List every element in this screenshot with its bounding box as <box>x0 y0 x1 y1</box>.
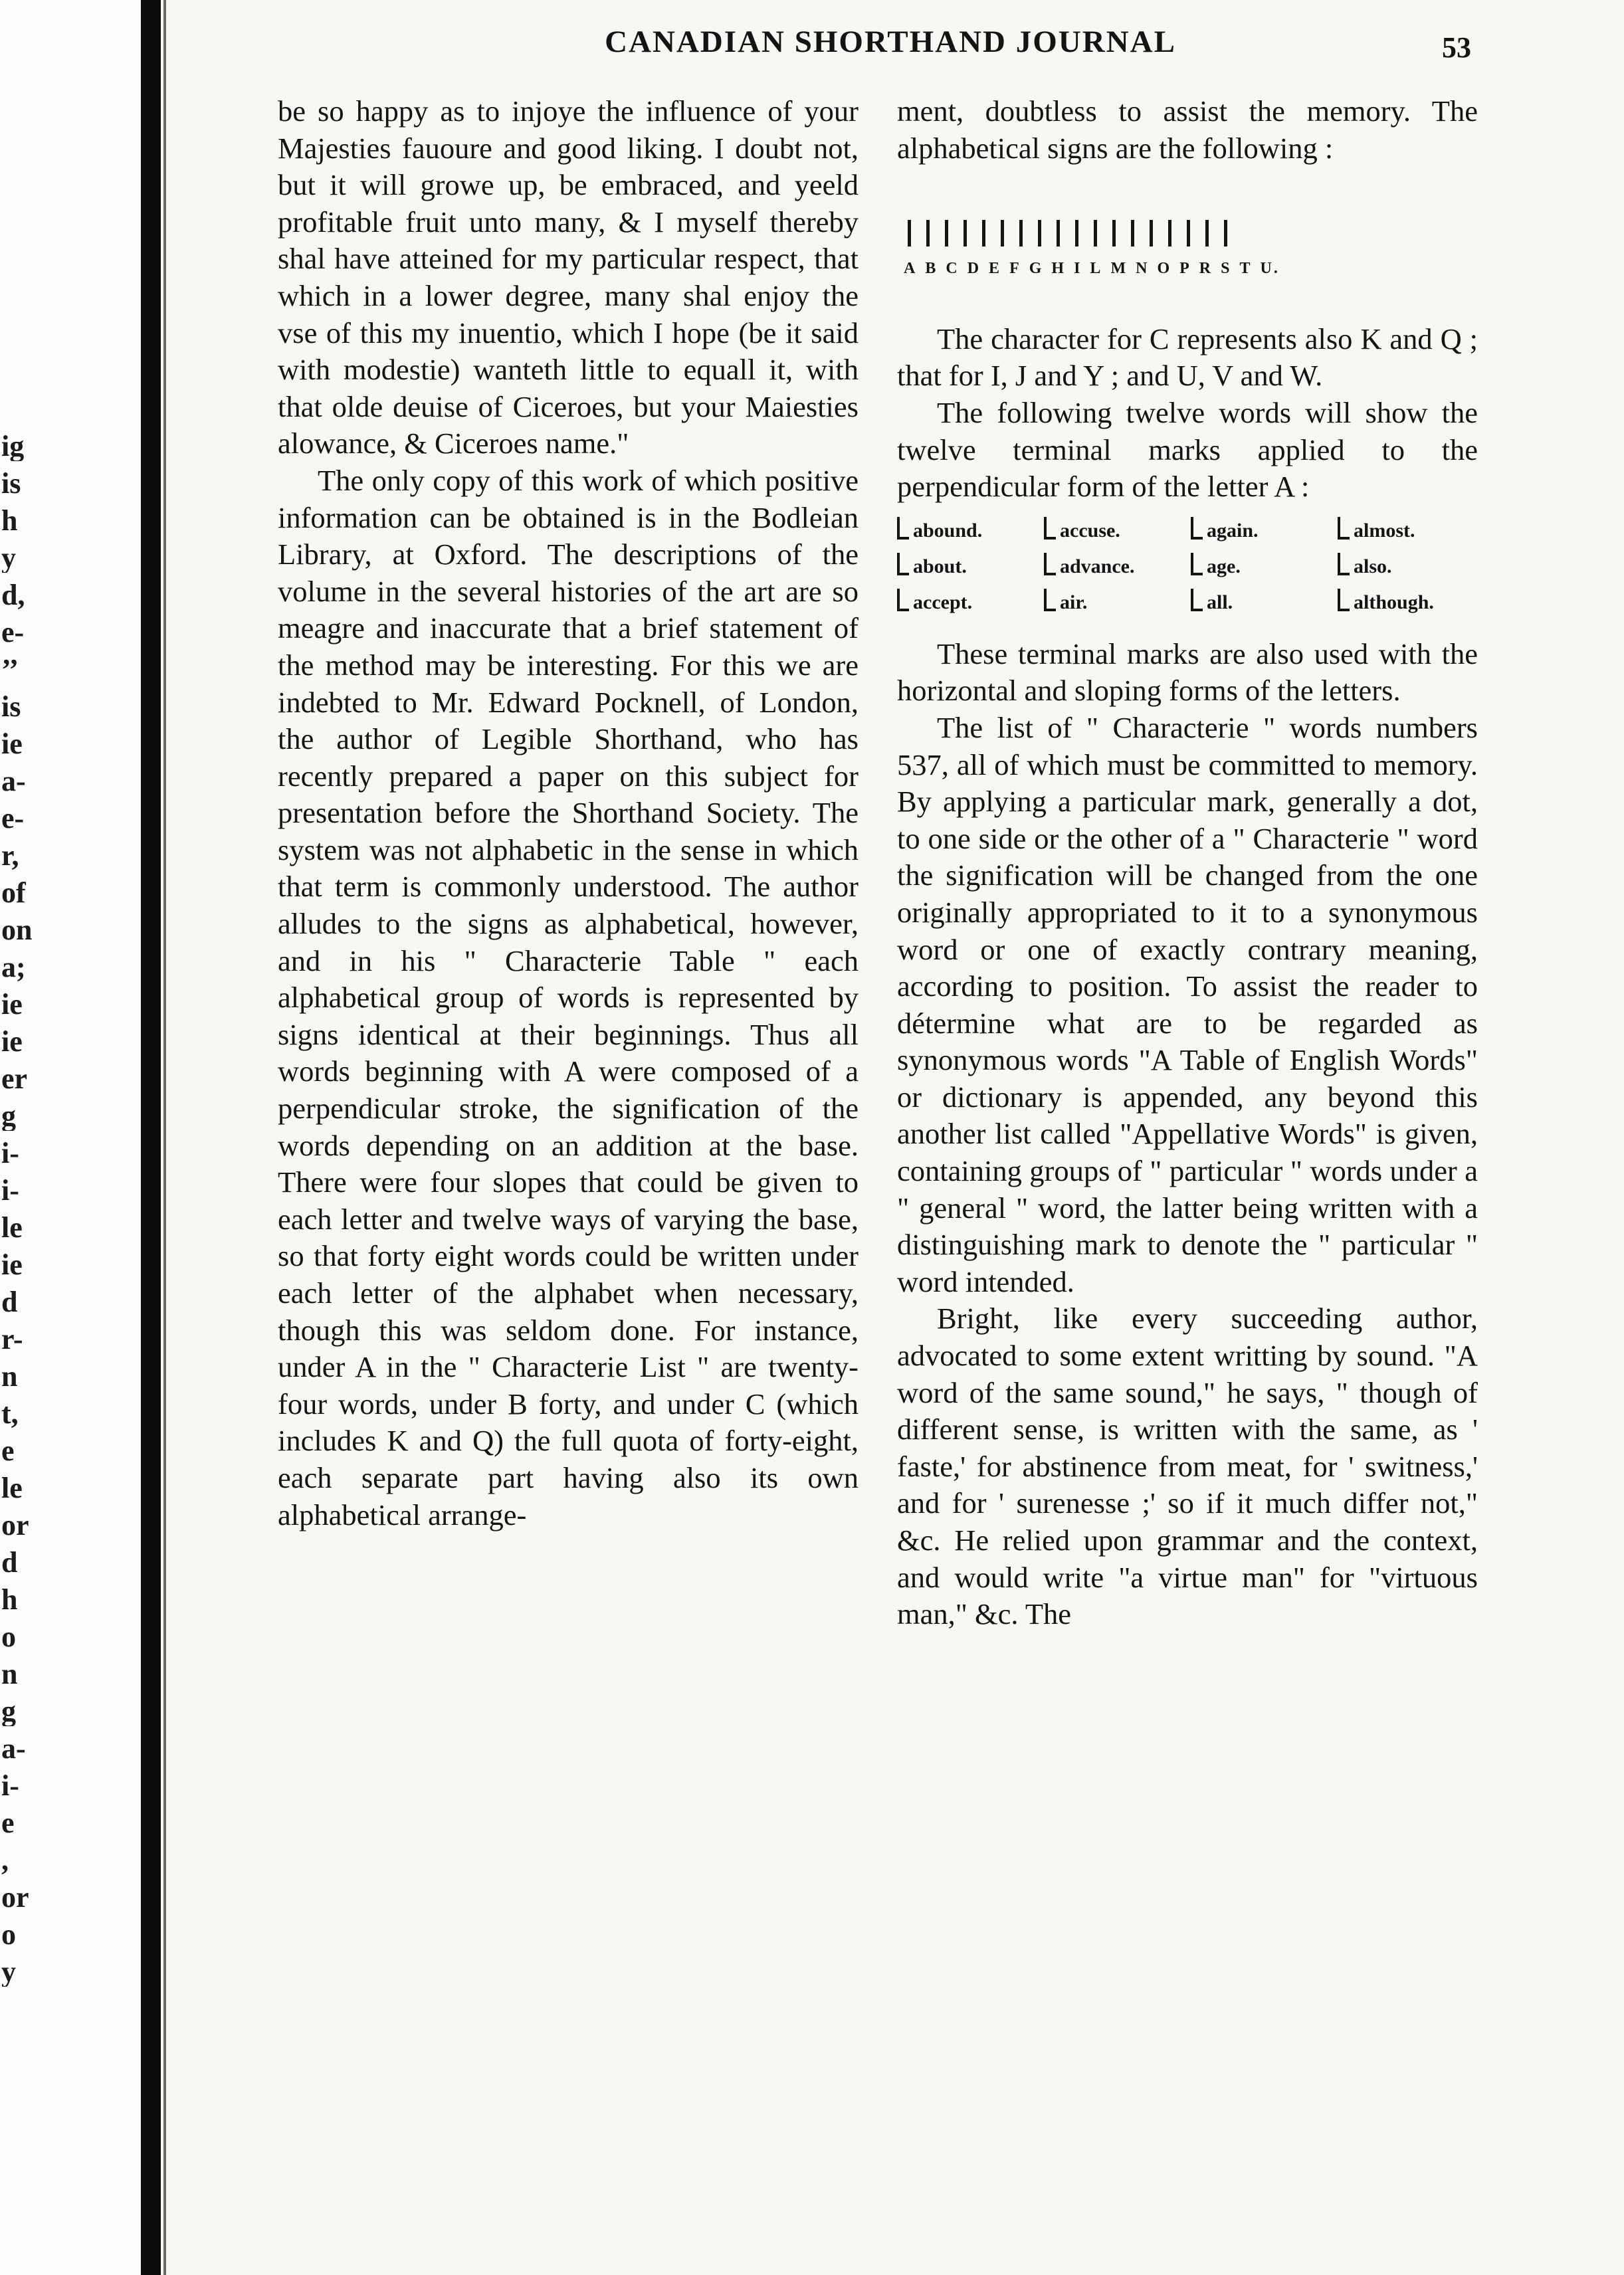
previous-page-fragment: is <box>1 692 21 722</box>
previous-page-fragment: le <box>1 1213 23 1242</box>
shorthand-sign <box>1090 215 1099 247</box>
terminal-word-label: accuse. <box>1060 519 1120 542</box>
previous-page-fragment: d <box>1 1548 18 1577</box>
alphabet-letter: U. <box>1260 260 1280 278</box>
alphabet-letter: H <box>1051 260 1066 278</box>
previous-page-fragment: is <box>1 469 21 498</box>
terminal-word <box>897 587 1037 619</box>
shorthand-sign <box>1053 215 1062 247</box>
previous-page-fragment: ie <box>1 730 23 759</box>
previous-page-fragment: n <box>1 1362 18 1391</box>
terminal-word-label: abound. <box>913 519 983 542</box>
terminal-word <box>1044 551 1184 583</box>
terminal-mark <box>1191 589 1203 611</box>
previous-page-fragment: i- <box>1 1771 19 1801</box>
shorthand-sign <box>997 215 1006 247</box>
running-head: CANADIAN SHORTHAND JOURNAL <box>605 25 1176 59</box>
previous-page-fragment: g <box>1 1102 16 1131</box>
terminal-mark <box>1338 553 1350 575</box>
previous-page-fragment: ie <box>1 1250 23 1280</box>
previous-page-fragment: ig <box>1 432 25 461</box>
terminal-word-label: accept. <box>913 591 973 613</box>
page-number: 53 <box>1442 31 1471 64</box>
shorthand-sign <box>978 215 987 247</box>
terminal-word <box>1044 587 1184 619</box>
previous-page-fragment: ie <box>1 990 23 1019</box>
terminal-word-label: all. <box>1207 591 1233 613</box>
terminal-mark <box>1191 517 1203 540</box>
terminal-word <box>1191 551 1331 583</box>
terminal-mark <box>897 517 909 540</box>
terminal-word-label: although. <box>1354 591 1434 613</box>
terminal-word <box>1191 587 1331 619</box>
shorthand-sign <box>960 215 969 247</box>
shorthand-sign <box>1146 215 1155 247</box>
shorthand-sign <box>1183 215 1192 247</box>
alphabet-letter: I <box>1074 260 1082 278</box>
alphabet-letter: O <box>1157 260 1172 278</box>
previous-page-fragment: g <box>1 1697 16 1726</box>
shorthand-sign <box>941 215 950 247</box>
terminal-mark <box>1191 553 1203 575</box>
previous-page-fragment: , <box>1 1846 9 1875</box>
right-column <box>897 93 1478 1633</box>
previous-page-fragment: d, <box>1 581 25 610</box>
paragraph: The only copy of this work of which positive information can be obtained is in the Bodleian Library, at Oxford. The descriptions of the volume in the several histories of the art are so meagre and inaccurate that a brief statement of the method may be interesting. For this we are indebted to Mr. Edward Pocknell, of London, the author of Legible Shorthand, who has recently prepared a paper on this subject for presentation before the Shorthand Society. The system was not alphabetic in the sense in which that term is commonly understood. The author alludes to the signs as alphabetical, however, and in his " Characterie Table " each alphabetical group of words is represented by signs identical at their beginnings. Thus all words beginning with A were composed of a perpendicular stroke, the signification of the words depending on an addition at the base. There were four slopes that could be given to each letter and twelve ways of varying the base, so that forty eight words could be written under each letter of the alphabet when necessary, though this was seldom done. For instance, under A in the " Characterie List " are twenty-four words, under B forty, and under C (which includes K and Q) the full quota of forty-eight, each separate part having also its own alphabetical arrange- <box>278 463 859 1532</box>
previous-page-fragment: y <box>1 1957 16 1987</box>
shorthand-signs <box>904 207 1478 247</box>
terminal-word <box>897 551 1037 583</box>
terminal-mark <box>1044 553 1056 575</box>
previous-page-fragment: t, <box>1 1399 19 1429</box>
shorthand-sign <box>1015 215 1025 247</box>
previous-page-fragment: h <box>1 506 18 536</box>
alphabet-letter: L <box>1090 260 1103 278</box>
shorthand-sign <box>1164 215 1173 247</box>
shorthand-sign <box>1071 215 1080 247</box>
alphabet-letter: R <box>1199 260 1213 278</box>
alphabet-letter: D <box>967 260 981 278</box>
previous-page-fragment: a- <box>1 1734 26 1763</box>
alphabet-letter: B <box>925 260 938 278</box>
previous-page-fragment: d <box>1 1288 18 1317</box>
previous-page-fragment: or <box>1 1883 29 1912</box>
terminal-word <box>1338 587 1478 619</box>
shorthand-sign <box>1108 215 1118 247</box>
previous-page-fragment: o <box>1 1623 16 1652</box>
shorthand-sign <box>1201 215 1211 247</box>
previous-page-fragment: or <box>1 1511 29 1540</box>
alphabet-letter: M <box>1110 260 1128 278</box>
paragraph: These terminal marks are also used with the horizontal and sloping forms of the letters. <box>897 637 1478 708</box>
shorthand-sign <box>1127 215 1136 247</box>
paragraph: ment, doubtless to assist the memory. The alphabetical signs are the following : <box>897 94 1478 165</box>
previous-page-fragment: a; <box>1 953 26 982</box>
terminal-mark <box>1338 589 1350 611</box>
previous-page-fragment: r- <box>1 1325 23 1354</box>
previous-page-fragment: h <box>1 1585 18 1615</box>
previous-page-fragment: a- <box>1 767 26 796</box>
paragraph: Bright, like every succeeding author, advocated to some extent writting by sound. "A word of the same sound," he says, " though of different sense, is written with the same, as ' faste,' for abstinence from meat, for ' switness,' and for ' surenesse ;' so if it much differ not," &c. He relied upon grammar and the context, and would write "a virtue man" for "virtuous man," &c. The <box>897 1302 1478 1631</box>
previous-page-fragment: o <box>1 1920 16 1949</box>
previous-page-fragment: er <box>1 1064 28 1094</box>
previous-page-fragment: n <box>1 1660 18 1689</box>
terminal-word-label: advance. <box>1060 555 1135 577</box>
terminal-mark <box>897 553 909 575</box>
terminal-word-label: air. <box>1060 591 1088 613</box>
terminal-word <box>1338 551 1478 583</box>
previous-page-fragment: e- <box>1 804 25 833</box>
terminal-word-label: about. <box>913 555 967 577</box>
previous-page-fragment: i- <box>1 1176 19 1205</box>
paragraph: The character for C represents also K and Q ; that for I, J and Y ; and U, V and W. <box>897 322 1478 393</box>
terminal-word-label: age. <box>1207 555 1241 577</box>
alphabet-letter: C <box>946 260 960 278</box>
paragraph: be so happy as to injoye the influence of your Majesties fauoure and good liking. I doubt not, but it will growe up, be embraced, and yeeld profitable fruit unto many, & I myself thereby shal have atteined for my particular respect, that which in a lower degree, many shal enjoy the vse of this my inuentio, which I hope (be it said with modestie) wanteth little to equall it, with that olde deuise of Ciceroes, but your Maiesties alowance, & Ciceroes name." <box>278 94 859 460</box>
binding-gutter-edge <box>163 0 166 2275</box>
binding-gutter <box>141 0 161 2275</box>
left-column <box>278 93 859 1533</box>
shorthand-sign <box>922 215 932 247</box>
paragraph: The following twelve words will show the twelve terminal marks applied to the perpendicular form of the letter A : <box>897 395 1478 504</box>
terminal-word <box>1338 515 1478 547</box>
previous-page-fragment: ’’ <box>1 655 19 684</box>
terminal-word <box>897 515 1037 547</box>
terminal-word-label: almost. <box>1354 519 1415 542</box>
alphabet-letter: P <box>1179 260 1191 278</box>
terminal-word-label: again. <box>1207 519 1259 542</box>
terminal-mark <box>1338 517 1350 540</box>
alphabet-letter: E <box>989 260 1002 278</box>
shorthand-sign <box>1220 215 1229 247</box>
previous-page-strip <box>0 0 140 2275</box>
shorthand-sign <box>904 215 913 247</box>
paragraph: The list of " Characterie " words numbers 537, all of which must be committed to memory. By applying a particular mark, generally a dot, to one side or the other of a " Characterie " word the signification will be changed from the one originally appropriated to it to a synonymous word or one of exactly contrary meaning, according to position. To assist the reader to détermine what are to be regarded as synonymous words "A Table of English Words" or dictionary is appended, any beyond this another list called "Appellative Words" is given, containing groups of " particular " words under a " general " word, the latter being written with a distinguishing mark to denote the " particular " word intended. <box>897 710 1478 1298</box>
terminal-mark <box>1044 589 1056 611</box>
terminal-mark <box>897 589 909 611</box>
alphabet-letter: A <box>904 260 918 278</box>
alphabet-letters <box>904 250 1478 288</box>
previous-page-fragment: e- <box>1 618 25 647</box>
previous-page-fragment: e <box>1 1436 15 1466</box>
terminal-mark <box>1044 517 1056 540</box>
previous-page-fragment: ie <box>1 1027 23 1056</box>
previous-page-fragment: on <box>1 916 33 945</box>
terminal-word <box>1044 515 1184 547</box>
alphabet-letter: T <box>1239 260 1253 278</box>
alphabet-signs-figure <box>897 207 1478 288</box>
terminal-word-label: also. <box>1354 555 1392 577</box>
terminal-marks-table <box>897 515 1478 619</box>
shorthand-sign <box>1034 215 1043 247</box>
previous-page-fragment: r, <box>1 841 19 870</box>
alphabet-letter: S <box>1221 260 1232 278</box>
previous-page-fragment: i- <box>1 1139 19 1168</box>
previous-page-fragment: le <box>1 1474 23 1503</box>
terminal-word <box>1191 515 1331 547</box>
alphabet-letter: F <box>1009 260 1021 278</box>
previous-page-fragment: e <box>1 1809 15 1838</box>
alphabet-letter: N <box>1136 260 1150 278</box>
previous-page-fragment: of <box>1 878 26 908</box>
alphabet-letter: G <box>1029 260 1044 278</box>
previous-page-fragment: y <box>1 544 16 573</box>
